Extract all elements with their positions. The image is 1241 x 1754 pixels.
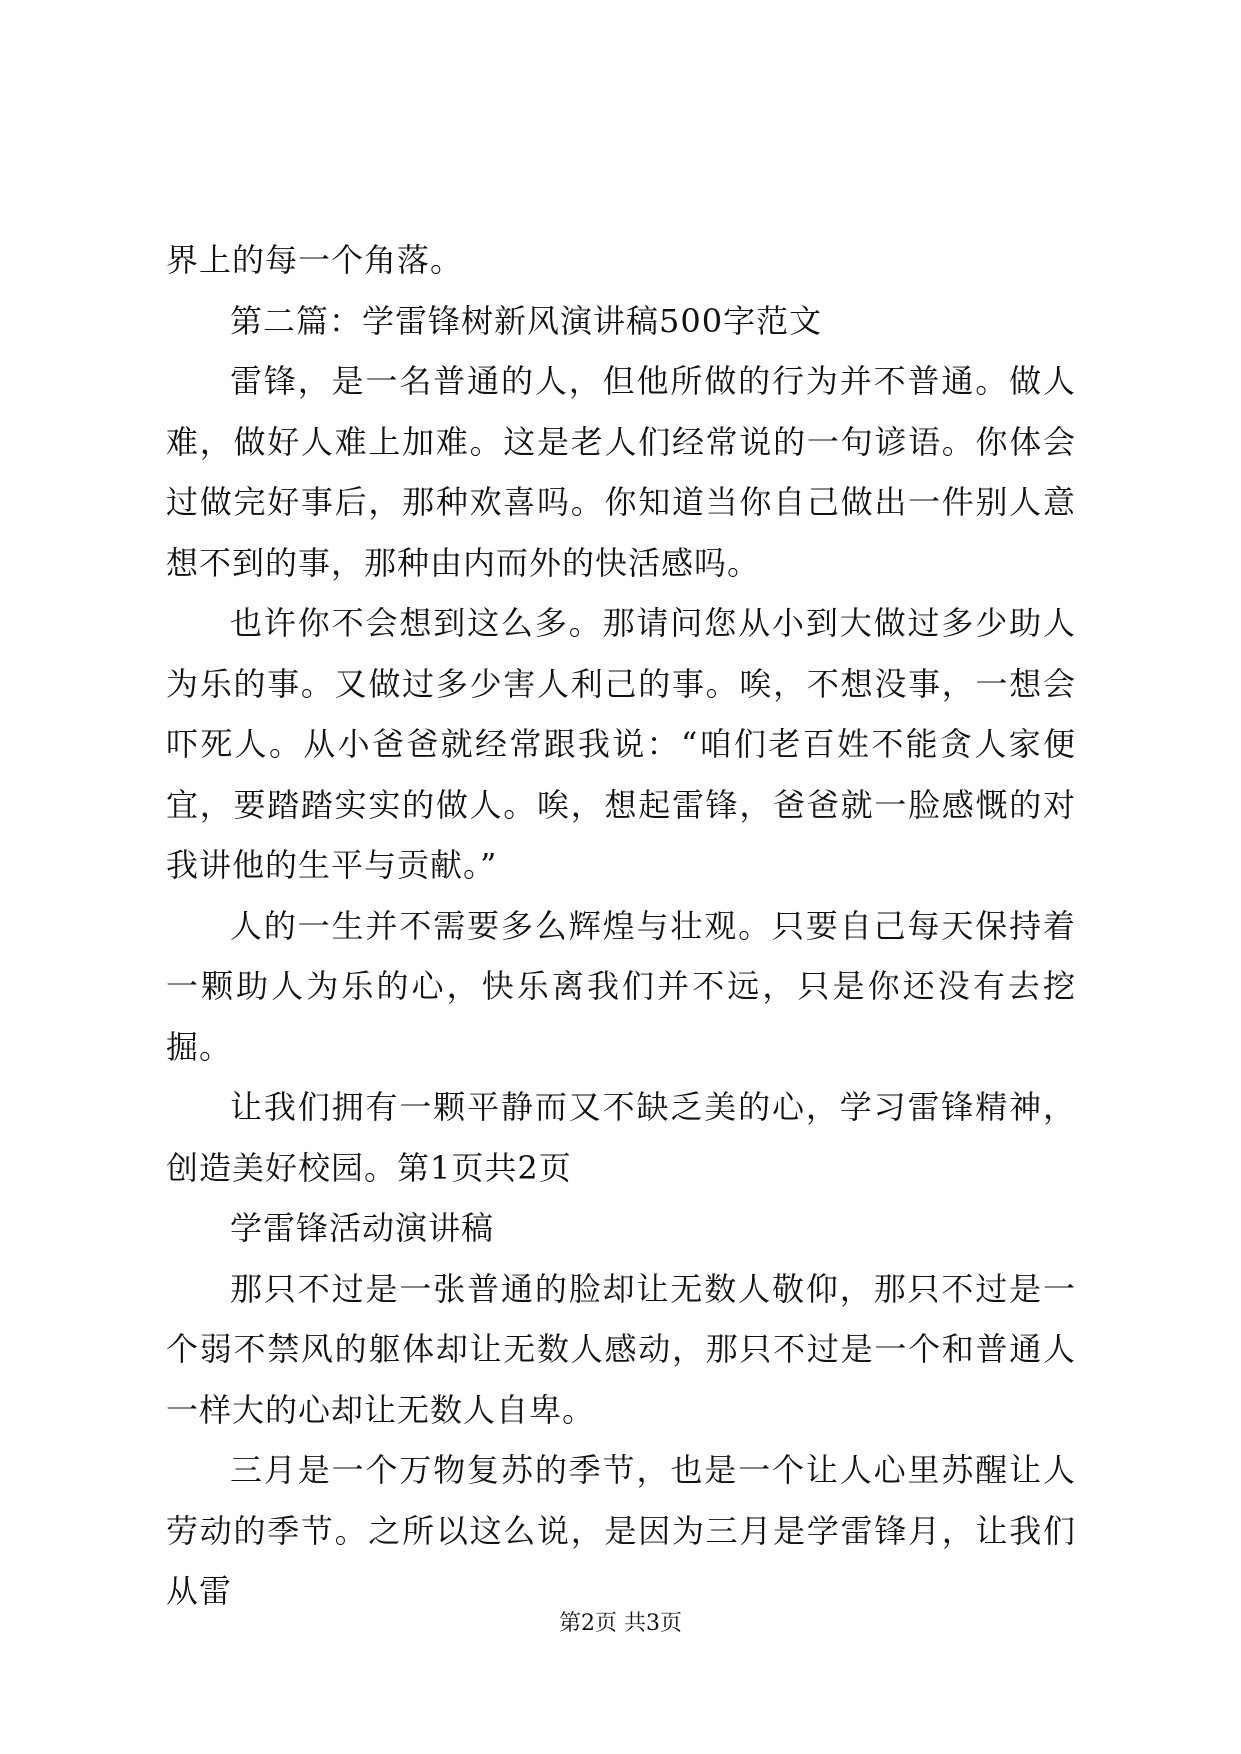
section-heading: 第二篇：学雷锋树新风演讲稿500字范文 <box>230 301 823 340</box>
paragraph: 也许你不会想到这么多。那请问您从小到大做过多少助人为乐的事。又做过多少害人利己的事。唉，不想没事，一想会吓死人。从小爸爸就经常跟我说：“咱们老百姓不能贪人家便宜，要踏踏实实的做人。唉，想起雷锋，爸爸就一脸感慨的对我讲他的生平与贡献。” <box>166 604 1076 884</box>
page-number: 第2页 共3页 <box>559 1611 682 1636</box>
paragraph: 雷锋，是一名普通的人，但他所做的行为并不普通。做人难，做好人难上加难。这是老人们经常说的一句谚语。你体会过做完好事后，那种欢喜吗。你知道当你自己做出一件别人意想不到的事，那种由内而外的快活感吗。 <box>166 362 1076 582</box>
paragraph: 人的一生并不需要多么辉煌与壮观。只要自己每天保持着一颗助人为乐的心，快乐离我们并不远，只是你还没有去挖掘。 <box>166 906 1076 1066</box>
section-heading: 学雷锋活动演讲稿 <box>230 1209 495 1247</box>
document-body <box>166 230 1076 1622</box>
paragraph: 让我们拥有一颗平静而又不缺乏美的心，学习雷锋精神，创造美好校园。第1页共2页 <box>166 1088 1076 1187</box>
page-footer <box>0 1609 1241 1639</box>
paragraph: 那只不过是一张普通的脸却让无数人敬仰，那只不过是一个弱不禁风的躯体却让无数人感动，那只不过是一个和普通人一样大的心却让无数人自卑。 <box>166 1269 1076 1429</box>
paragraph-continuation: 界上的每一个角落。 <box>166 241 464 279</box>
paragraph: 三月是一个万物复苏的季节，也是一个让人心里苏醒让人劳动的季节。之所以这么说，是因为三月是学雷锋月，让我们从雷 <box>166 1451 1076 1610</box>
